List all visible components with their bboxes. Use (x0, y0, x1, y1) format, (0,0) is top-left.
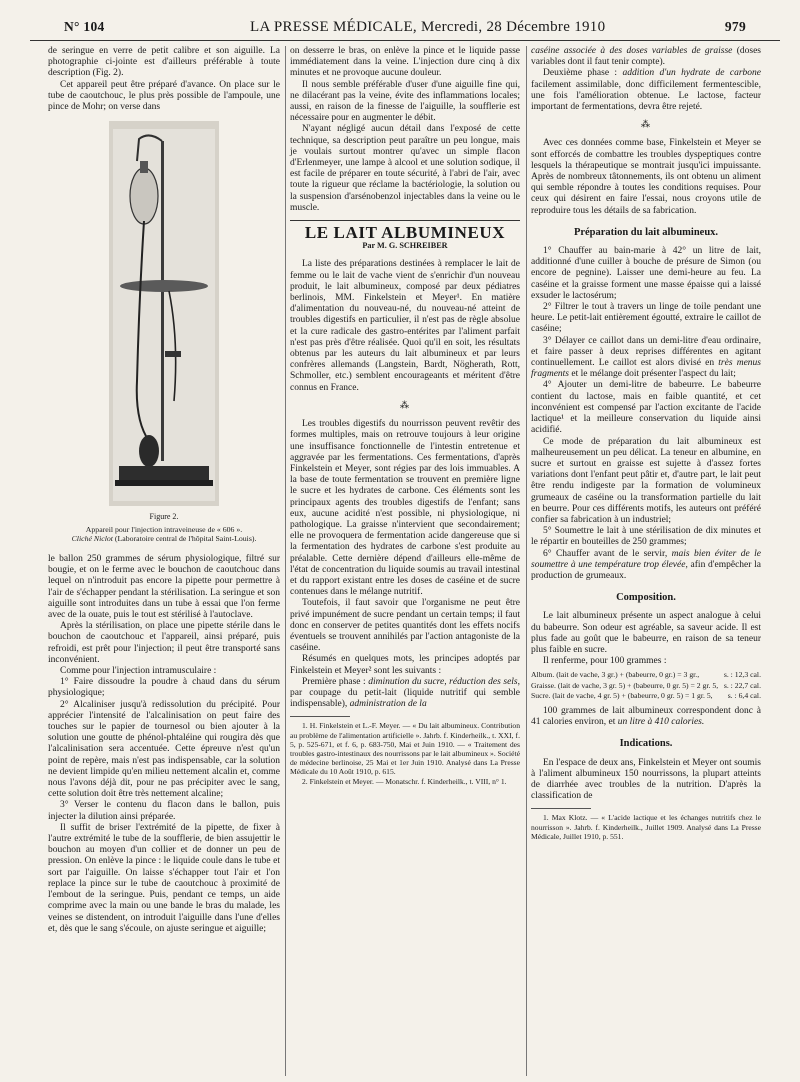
composition-table (531, 670, 761, 701)
article-byline: Par M. G. SCHREIBER (362, 241, 448, 251)
page-header (30, 16, 780, 41)
column-2 (290, 46, 520, 786)
paragraph: Avec ces données comme base, Finkelstein et Meyer se sont efforcés de combattre les troubles dyspeptiques contre lesquels la thérapeutique se montrait jusqu'ici impuissante. Après de nombreux tâtonnements, ils ont obtenu un aliment qui semble répondre à toutes les conditions requises. Pour ceux qui désirent en faire l'essai, nous croyons utile de reproduire tous les détails de sa fabrication. (531, 138, 761, 216)
paragraph: Cet appareil peut être préparé d'avance. On place sur le tube de caoutchouc, le plus près possible de l'ampoule, une pince de Mohr; on verse dans (48, 79, 280, 113)
section-heading: Indications. (619, 738, 673, 750)
text-run: 100 grammes de lait albumineux correspondent donc à 41 calories environ, et (531, 705, 761, 728)
section-heading: Composition. (616, 592, 676, 604)
figure-2-photo (109, 121, 219, 506)
text-run: Deuxième phase : (543, 68, 623, 79)
figure-credit: Cliché Niclot (71, 534, 113, 544)
paragraph: 5° Soumettre le lait à une stérilisation de dix minutes et le répartir en bouteilles de 250 grammes; (531, 526, 761, 548)
paragraph: Il renferme, pour 100 grammes : (543, 656, 667, 667)
paragraph (531, 46, 761, 68)
apparatus-photo (109, 121, 219, 506)
text-run: 6° Chauffer avant de le servir, (543, 548, 672, 559)
text-run: (doses variables dont il faut tenir compte). (531, 46, 761, 68)
paragraph: N'ayant négligé aucun détail dans l'exposé de cette technique, sa description peut paraître un peu longue, mais je voulais surtout montrer qu'avec un simple flacon d'Erlenmeyer, une lampe à alcool et une solution sodique, il est facile de préparer en toute sécurité, à l'abri de l'air, avec toute la rigueur que réclame la bactériologie, la solution ou la suspension d'arsénobenzol injectables dans la veine ou le muscle. (290, 124, 520, 213)
column-1 (48, 46, 280, 935)
table-row (531, 681, 761, 691)
text-run: facilement assimilable, donc difficilement fermentescible, une fois l'amélioration obtenue. Le lactose, facteur important de fermentations, devra être rejeté. (531, 79, 761, 113)
text-run: , par coupage du petit-lait (liquide nutritif qui semble indispensable), (290, 676, 520, 710)
paragraph: Il suffit de briser l'extrémité de la pipette, de fixer à l'autre extrémité le tube de la soufflerie, de bien assujettir le bouchon au moyen d'un collier et de donner un peu de pression. On enlève la pince : le liquide coule dans le tube et sort par l'aiguille. On laisse s'échapper tout l'air et l'on replace la pince sur le tube de caoutchouc à proximité de l'embout de la seringue. Puis, pendant ce temps, un aide comprime avec la main ou une bande le bras du malade, les veines se distendent, on introduit l'aiguille dans l'une d'elles et, dès que le sang s'écoule, on ajuste seringue et aiguille; (48, 822, 280, 934)
paragraph: La liste des préparations destinées à remplacer le lait de femme ou le lait de vache vient de s'enrichir d'un nouveau produit, le lait albumineux, composé par deux pédiatres berlinois, MM. Finkelstein et Meyer¹. En matière d'alimentation du nouveau-né, du nouveau-né atteint de troubles digestifs en particulier, il n'est pas de règle absolue et la cure radicale des gastro-entérites par l'aliment parfait n'est pas près d'être réalisée. Quoi qu'il en soit, les résultats obtenus par les auteurs du lait albumineux et par leurs confrères allemands (Langstein, Bardt, Nögherath, Rott, Schmoller, etc.) semblent encourageants et méritent d'être connus en France. (290, 259, 520, 393)
table-row (531, 691, 761, 701)
text-run: 3° Délayer ce caillot dans un demi-litre d'eau ordinaire, et faire passer à deux reprises différentes en agitant continuellement. Le caillot est alors divisé en (531, 335, 761, 369)
table-cell: Sucre. (lait de vache, 4 gr. 5) + (babeurre, 0 gr. 5) = 1 gr. 5, (531, 690, 713, 700)
italic-run: caséine associée à des doses variables de graisse (531, 46, 733, 56)
paragraph: de seringue en verre de petit calibre et son aiguille. La photographie ci-jointe est d'ailleurs préférable à toute description (Fig. 2). (48, 46, 280, 79)
section-separator (290, 220, 520, 221)
journal-title: LA PRESSE MÉDICALE, Mercredi, 28 Décembre 1910 (250, 19, 606, 35)
table-cell: s. : 6,4 cal. (727, 690, 761, 700)
italic-run: administration de la (349, 699, 427, 710)
page-number: 979 (724, 19, 746, 34)
issue-number: N° 104 (64, 19, 105, 34)
column-3 (531, 46, 761, 841)
italic-run: mais bien éviter de le soumettre à une température trop élevée (531, 548, 761, 570)
section-asterism: ⁂ (641, 119, 651, 130)
section-asterism: ⁂ (400, 399, 410, 410)
paragraph (531, 549, 761, 583)
footnote-rule (290, 716, 350, 717)
text-run: , afin d'empêcher la production de grumeaux. (531, 559, 761, 581)
paragraph: on desserre le bras, on enlève la pince et le liquide passe immédiatement dans la veine. L'injection dure cinq à dix minutes et ne provoque aucune douleur. (290, 46, 520, 79)
paragraph (531, 336, 761, 381)
italic-run: très menus fragments (531, 358, 761, 380)
footnote: 2. Finkelstein et Meyer. — Monatschr. f. Kinderheilk., t. VIII, n° 1. (302, 776, 507, 786)
figure-credit-source: (Laboratoire central de l'hôpital Saint-Louis). (112, 534, 257, 544)
text-run: et le mélange doit présenter l'aspect du lait; (569, 369, 736, 380)
paragraph: Il nous semble préférable d'user d'une aiguille fine qui, ne dilacérant pas la veine, évite des inflammations locales; aussi, en raison de la finesse de l'aiguille, la soufflerie est nécessaire pour en augmenter le débit. (290, 79, 520, 124)
paragraph: le ballon 250 grammes de sérum physiologique, filtré sur bougie, et on le ferme avec le bouchon de caoutchouc dans lequel on n'introduit pas encore la pipette pour permettre à l'air de s'échapper pendant la stérilisation. La seringue et son aiguille sont introduites dans un tube à essai que l'on ferme avec de la ouate, puis le tout est stérilisé à l'autoclave. (48, 554, 280, 621)
figure-number: Figure 2. (149, 512, 179, 522)
italic-run: diminution du sucre, réduction des sels (368, 676, 518, 687)
paragraph (531, 68, 761, 113)
paragraph: 2° Alcaliniser jusqu'à redissolution du précipité. Pour apprécier l'intensité de l'alcalinisation on peut faire des touches sur le papier de tournesol ou bien ajouter à la solution une goutte de phénol-phtaléine qui rougira dès que l'alcalinisation sera accentuée. Cette épreuve n'est qu'un point de repère, mais n'est pas indispensable, car la solution ne devient limpide qu'en milieu nettement alcalin et, comme nous l'avons déjà dit, pour ne pas précipiter avec le sang, cette solution doit être très nettement alcaline; (48, 699, 280, 800)
table-row (531, 670, 761, 680)
paragraph (531, 706, 761, 728)
paragraph: Après la stérilisation, on place une pipette stérile dans le bouchon de caoutchouc et l'appareil, ainsi préparé, puis refroidi, est prêt pour l'injection; il peut être transporté sans inconvénient. (48, 621, 280, 665)
section-heading: Préparation du lait albumineux. (573, 226, 719, 238)
figure-caption (48, 512, 280, 544)
table-cell: Graisse. (lait de vache, 3 gr. 5) + (babeurre, 0 gr. 5) = 2 gr. 5, (531, 680, 719, 690)
paragraph: Les troubles digestifs du nourrisson peuvent revêtir des formes multiples, mais on retrouve toujours à leur origine une insuffisance fonctionnelle de l'intestin entretenue et aggravée par les fermentations. Ces fermentations, d'après Finkelstein et Meyer, sont régies par des lois immuables. A la base de toute fermentation se trouvent en première ligne le sucre et les hydrates de carbone. Ces éléments sont les principaux agents des troubles digestifs de l'enfant; sans eux, aucune acidité n'est possible, ni physiologique, ni pathologique. La graisse n'intervient que secondairement; elle ne provoquera de fermentation acide dangereuse que si la fermentation des hydrates de carbone s'est produite au préalable. Cette dernière dépend d'ailleurs elle-même de l'état de concentration du liquide soumis au travail intestinal et du rapport existant entre les doses de caséine et de sucre contenues dans le mélange nutritif. (290, 419, 520, 598)
table-cell: Album. (lait de vache, 3 gr.) + (babeurre, 0 gr.) = 3 gr., (531, 670, 700, 680)
italic-run: addition d'un hydrate de carbone (622, 68, 761, 79)
paragraph: 2° Filtrer le tout à travers un linge de toile pendant une heure. Le petit-lait entièrement égoutté, extraire le caillot de caséine; (531, 302, 761, 335)
article-title: LE LAIT ALBUMINEUX (304, 223, 506, 243)
footnote: 1. Max Klotz. — « L'acide lactique et les échanges nutritifs chez le nourrisson ». Jahrb. f. Kinderheilk., Juillet 1909. Analysé dans La Presse Médicale, Juillet 1910, p. 551. (531, 813, 761, 841)
paragraph: 4° Ajouter un demi-litre de babeurre. Le babeurre contient du lactose, mais en faible quantité, et cet inconvénient est compensé par l'action excitante de l'acide lactique¹ et la meilleure conservation du liquide ainsi acidifié. (531, 380, 761, 436)
paragraph: Ce mode de préparation du lait albumineux est malheureusement un peu délicat. La teneur en albumine, en sucre et surtout en graisse est sujette à d'assez fortes variations dont l'enfant peut pâtir et, d'autre part, le lait peut être rendu indigeste par la formation de volumineux grumeaux de caséine ou la transformation partielle du lait en beurre. Pour ces différents motifs, les auteurs ont préféré confier sa fabrication à un industriel; (531, 436, 761, 525)
paragraph: 1° Chauffer au bain-marie à 42° un litre de lait, additionné d'une cuiller à bouche de présure de Simon (ou encore de pegnine). Laisser une demi-heure au feu. La caséine et la graisse forment une masse épaisse qui a laissé exsuder le lactosérum; (531, 246, 761, 301)
column-divider (526, 46, 527, 1076)
footnote-rule (531, 808, 591, 809)
paragraph: Le lait albumineux présente un aspect analogue à celui du babeurre. Son odeur est agréable, sa saveur acide. Il est plus fade au goût que le babeurre, en raison de sa teneur plus faible en sucre. (531, 611, 761, 655)
paragraph: Comme pour l'injection intramusculaire : (60, 666, 217, 677)
figure-caption-line: Appareil pour l'injection intraveineuse de « 606 ». (85, 524, 243, 534)
text-run: Première phase : (302, 676, 369, 687)
paragraph (290, 677, 520, 711)
table-cell: s. : 22,7 cal. (723, 680, 761, 690)
footnote: 1. H. Finkelstein et L.-F. Meyer. — « Du lait albumineux. Contribution au problème de l'alimentation artificielle ». Jahrb. f. Kinderheilk., t. XXI, f. 5, p. 525-671, et f. 6, p. 683-750, Mai et Juin 1910. — « Traitement des troubles gastro-intestinaux des nourrissons par le lait albumineux ». Société de médecine berlinoise, 25 Mai et 1er Juin 1910. Analysé dans La Presse Médicale du 10 Août 1910, p. 615. (290, 721, 520, 777)
paragraph: Résumés en quelques mots, les principes adoptés par Finkelstein et Meyer² sont les suivants : (290, 654, 520, 676)
paragraph: Toutefois, il faut savoir que l'organisme ne peut être privé impunément de sucre pendant un certain temps; il faut donc en conserver de petites quantités dont les effets nocifs éventuels se trouvent annihilés par l'action antagoniste de la caséine. (290, 598, 520, 654)
paragraph: 3° Verser le contenu du flacon dans le ballon, puis injecter la dilution ainsi préparée. (48, 800, 280, 822)
paragraph: En l'espace de deux ans, Finkelstein et Meyer ont soumis à l'aliment albumineux 150 nourrissons, la plupart atteints de diarrhée avec troubles de la nutrition. D'après la classification de (531, 757, 761, 802)
table-cell: s. : 12,3 cal. (723, 670, 761, 680)
column-divider (285, 46, 286, 1076)
italic-run: un litre à 410 calories. (617, 717, 705, 728)
paragraph: 1° Faire dissoudre la poudre à chaud dans du sérum physiologique; (48, 677, 280, 699)
